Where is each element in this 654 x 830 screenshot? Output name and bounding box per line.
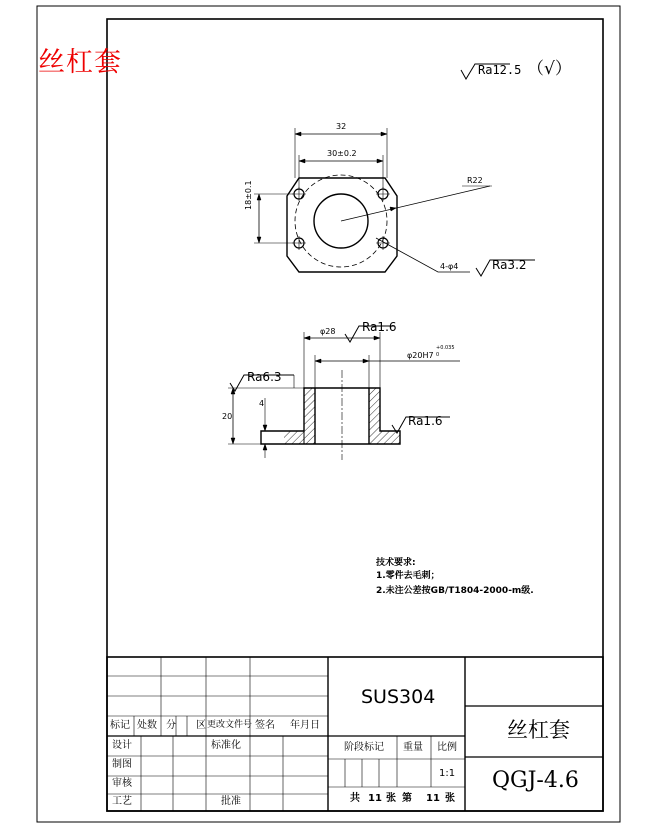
rev-header-div: 分 (166, 720, 176, 731)
roughness-left: Ra6.3 (247, 370, 282, 384)
corner-part-title: 丝杠套 (38, 47, 122, 78)
dim-overall-width: 32 (336, 122, 347, 131)
label-design: 设计 (112, 740, 132, 751)
dim-radius: R22 (467, 176, 483, 185)
scale-value: 1:1 (439, 768, 456, 779)
weight-header: 重量 (403, 742, 423, 753)
dim-outer-diameter: φ28 (320, 327, 336, 336)
section-view (228, 326, 460, 460)
dim-vertical-pitch: 18±0.1 (244, 180, 253, 210)
tech-req-item: 1.零件去毛刺； (376, 571, 440, 581)
dim-hole-pitch: 30±0.2 (327, 149, 357, 158)
scale-header: 比例 (437, 742, 457, 753)
tech-req-item: 2.未注公差按GB/T1804-2000-m级. (376, 586, 534, 596)
sheet-total: 11 (368, 793, 382, 804)
tech-req-heading: 技术要求: (376, 558, 416, 568)
rev-header-zone: 区 (196, 720, 206, 731)
sheet-page-label: 第 (402, 793, 412, 804)
dim-bore: φ20H7 (407, 351, 434, 360)
roughness-holes: Ra3.2 (492, 258, 527, 272)
roughness-right: Ra1.6 (408, 414, 443, 428)
top-view (254, 128, 535, 276)
dim-holes: 4-φ4 (440, 262, 459, 271)
sheet-total-label: 共 (350, 793, 360, 804)
rev-header-doc: 更改文件号 (207, 720, 253, 730)
label-process: 工艺 (112, 796, 132, 807)
sheet-unit: 张 (445, 793, 455, 804)
rev-header-count: 处数 (137, 720, 157, 731)
sheet-unit: 张 (386, 793, 396, 804)
dim-bore-tol-lower: 0 (436, 352, 440, 358)
label-standardization: 标准化 (211, 740, 241, 751)
general-roughness-value: Ra12.5 (478, 63, 522, 77)
sheet-page: 11 (426, 793, 440, 804)
dim-flange: 4 (259, 399, 265, 408)
stage-mark-header: 阶段标记 (344, 742, 384, 753)
dim-height: 20 (222, 412, 233, 421)
inner-frame (107, 19, 603, 811)
rev-header-mark: 标记 (110, 720, 130, 731)
material-field: SUS304 (361, 686, 436, 708)
rev-header-date: 年月日 (290, 720, 320, 731)
general-roughness-paren: （√） (527, 59, 572, 79)
label-review: 审核 (112, 778, 132, 789)
drawing-number-field: QGJ-4.6 (492, 768, 579, 793)
part-name-field: 丝杠套 (507, 718, 570, 742)
label-approve: 批准 (221, 796, 241, 807)
rev-header-sign: 签名 (255, 720, 275, 731)
dim-bore-tol-upper: +0.035 (436, 345, 455, 351)
label-drawing: 制图 (112, 759, 132, 770)
roughness-outer: Ra1.6 (362, 320, 397, 334)
